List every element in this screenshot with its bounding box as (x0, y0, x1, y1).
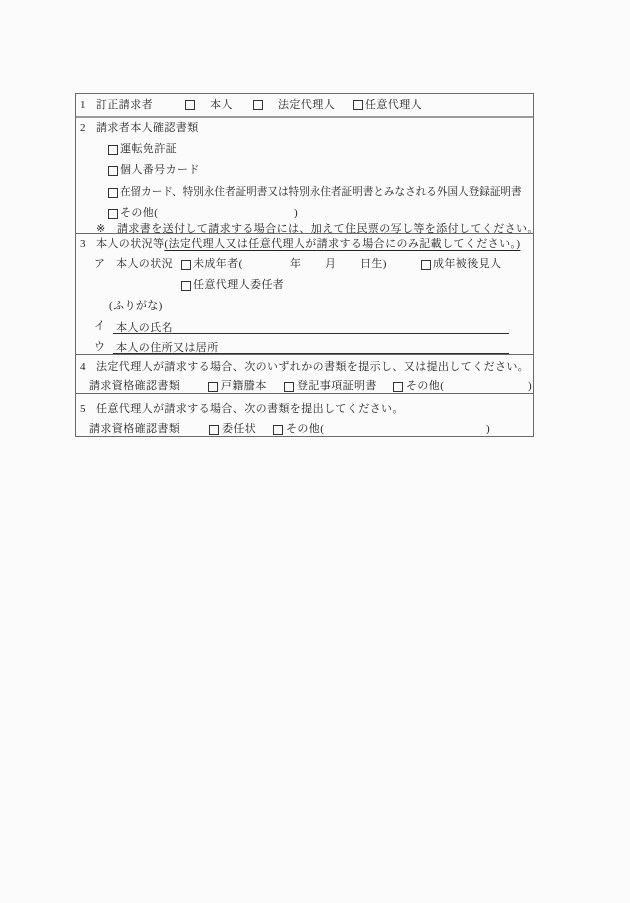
reference-mark: ※ (96, 223, 106, 235)
checkbox-mynumber-card[interactable] (108, 166, 118, 176)
checkbox-adult-ward[interactable] (421, 260, 431, 270)
label-furigana: (ふりがな) (109, 300, 163, 312)
mailing-note: 請求書を送付して請求する場合には、加えて住民票の写し等を添付してください。 (117, 223, 539, 235)
label-koseki-tohon: 戸籍謄本 (221, 380, 267, 392)
label-adult-ward: 成年被後見人 (433, 258, 502, 270)
label-voluntary-representative: 任意代理人 (365, 99, 422, 111)
item-a-mark: ア (94, 258, 106, 270)
row-title: 法定代理人が請求する場合、次のいずれかの書類を提示し、又は提出してください。 (96, 361, 530, 373)
checkbox-honnin[interactable] (185, 100, 195, 110)
label-docs-required: 請求資格確認書類 (89, 380, 181, 392)
checkbox-ininjo[interactable] (209, 425, 219, 435)
row-5-voluntary-representative-documents (76, 393, 533, 438)
label-other-legal-doc: その他( (406, 380, 445, 392)
row-number: 4 (80, 361, 86, 373)
label-other-identity-close-paren: ) (294, 207, 299, 219)
correction-request-form-table (75, 93, 539, 437)
label-other-identity: その他( (120, 207, 159, 219)
field-address-line[interactable] (113, 338, 509, 354)
item-i-mark: イ (94, 320, 106, 332)
label-residence-card: 在留カード、特別永住者証明書又は特別永住者証明書とみなされる外国人登録証明書 (120, 187, 522, 198)
label-drivers-license: 運転免許証 (120, 143, 177, 155)
checkbox-other-identity[interactable] (108, 209, 118, 219)
checkbox-koseki-tohon[interactable] (208, 382, 218, 392)
checkbox-voluntary-delegator[interactable] (181, 281, 191, 291)
label-mynumber-card: 個人番号カード (120, 164, 200, 176)
field-name-line[interactable] (113, 318, 509, 334)
checkbox-drivers-license[interactable] (108, 145, 118, 155)
label-registration-certificate: 登記事項証明書 (297, 380, 377, 392)
label-other-voluntary-doc-close-paren: ) (486, 423, 491, 435)
label-other-voluntary-doc: その他( (286, 423, 325, 435)
row-2-identity-documents (76, 116, 539, 235)
label-month: 月 (325, 258, 337, 270)
item-a-label: 本人の状況 (116, 258, 173, 270)
label-voluntary-delegator: 任意代理人委任者 (193, 279, 285, 291)
label-ininjo: 委任状 (222, 423, 257, 435)
row-number: 2 (80, 122, 86, 134)
checkbox-registration-certificate[interactable] (284, 382, 294, 392)
row-3-principal-status (76, 233, 533, 354)
label-other-legal-doc-close-paren: ) (528, 380, 533, 392)
label-docs-required: 請求資格確認書類 (89, 423, 181, 435)
row-number: 5 (80, 403, 86, 415)
row-number: 1 (80, 99, 86, 111)
label-honnin: 本人 (210, 99, 233, 111)
checkbox-voluntary-representative[interactable] (353, 100, 363, 110)
checkbox-legal-representative[interactable] (253, 100, 263, 110)
label-day-close: 日生) (360, 258, 387, 270)
checkbox-other-voluntary-doc[interactable] (273, 425, 283, 435)
row-title: 任意代理人が請求する場合、次の書類を提出してください。 (96, 403, 404, 415)
checkbox-minor[interactable] (181, 260, 191, 270)
row-title (96, 238, 520, 251)
row-title-note: (法定代理人又は任意代理人が請求する場合にのみ記載してください。) (164, 238, 521, 250)
label-year: 年 (290, 258, 302, 270)
label-minor-open: 未成年者( (193, 258, 243, 270)
checkbox-other-legal-doc[interactable] (393, 382, 403, 392)
item-u-mark: ウ (94, 341, 106, 353)
label-legal-representative: 法定代理人 (278, 99, 335, 111)
row-title-main: 本人の状況等 (96, 238, 165, 250)
row-title: 訂正請求者 (96, 99, 153, 111)
row-title: 請求者本人確認書類 (96, 122, 199, 134)
row-number: 3 (80, 238, 86, 250)
field-address-label: 本人の住所又は居所 (116, 342, 219, 354)
row-1-correction-requester (76, 94, 533, 116)
checkbox-residence-card[interactable] (108, 188, 118, 198)
field-name-label: 本人の氏名 (116, 322, 173, 334)
row-4-legal-representative-documents (76, 354, 533, 393)
